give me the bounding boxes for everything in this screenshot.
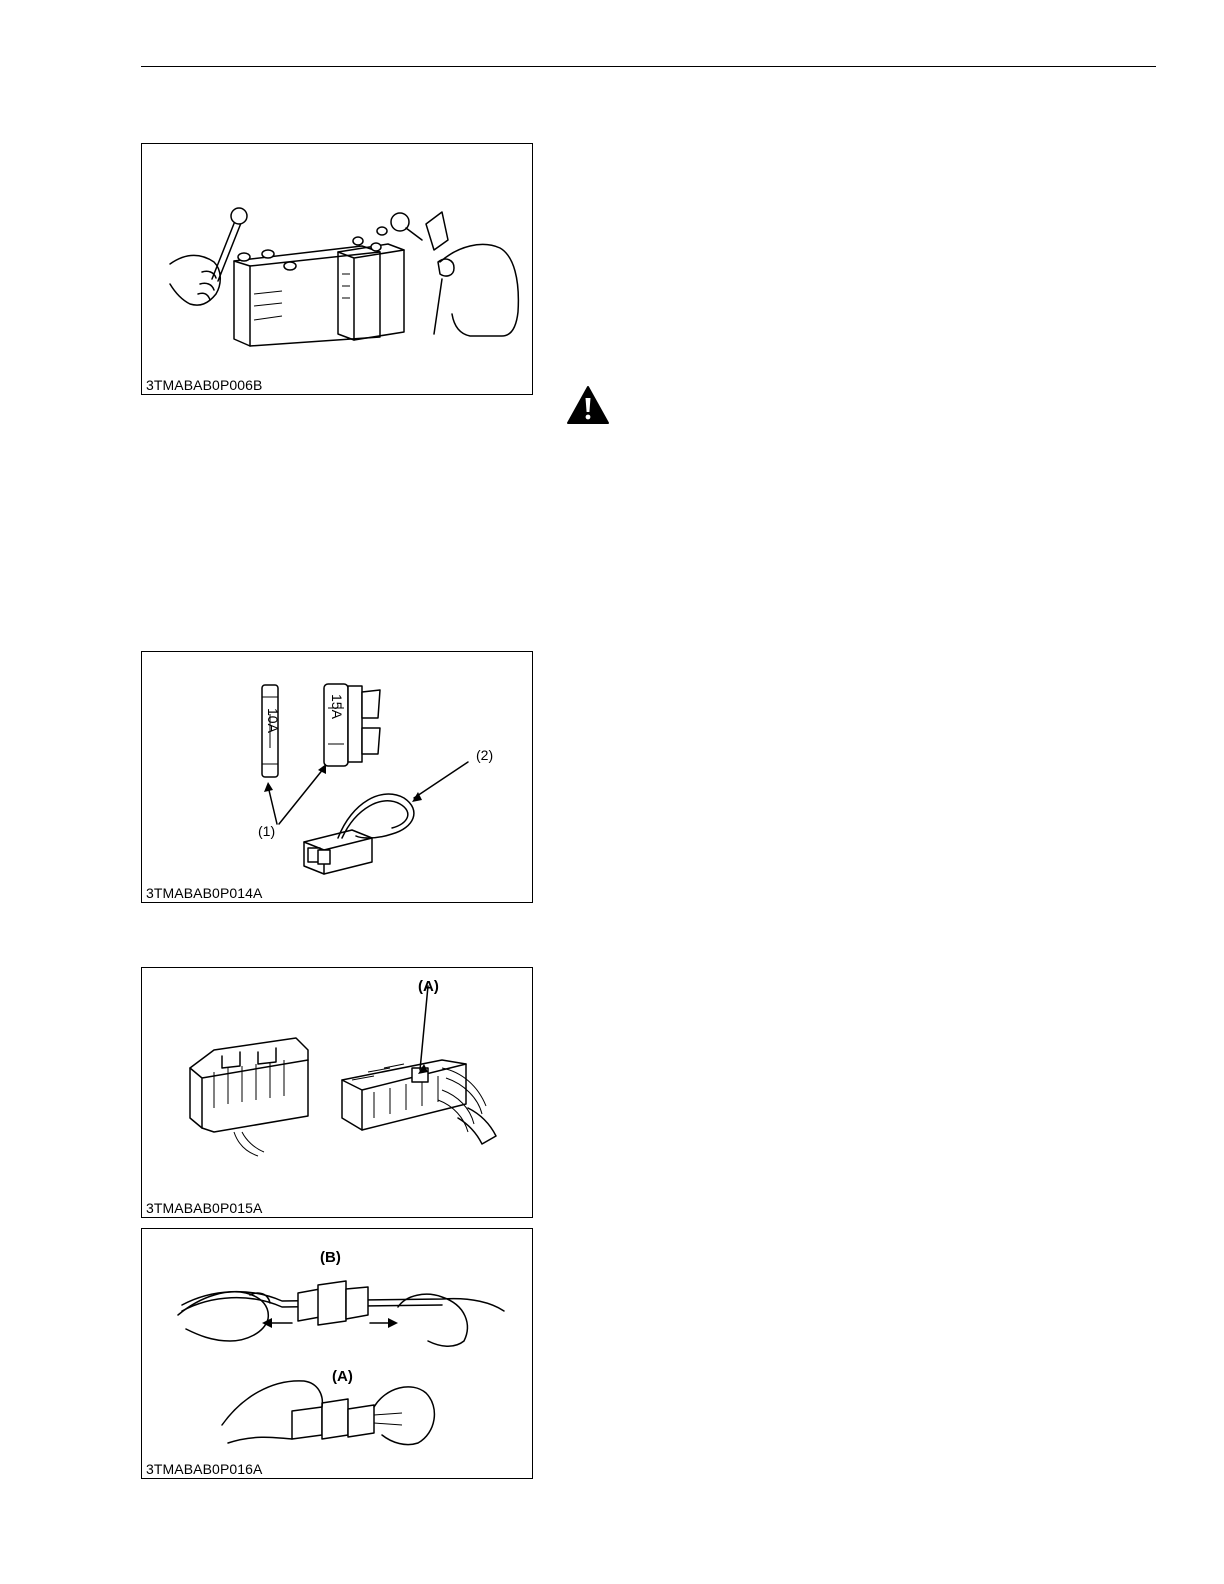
figure-connectors xyxy=(141,967,533,1218)
header-rule xyxy=(141,66,1156,67)
callout-2: (2) xyxy=(476,747,494,763)
callout-a: (A) xyxy=(332,1368,353,1385)
connector-hands-illustration xyxy=(142,1229,534,1480)
figure-caption: 3TMABAB0P016A xyxy=(146,1461,263,1477)
callout-b: (B) xyxy=(320,1249,341,1266)
callout-a: (A) xyxy=(418,978,439,995)
figure-fuses xyxy=(141,651,533,903)
figure-battery-terminals xyxy=(141,143,533,395)
callout-1: (1) xyxy=(258,823,276,839)
figure-caption: 3TMABAB0P015A xyxy=(146,1200,263,1216)
warning-triangle-icon xyxy=(566,385,610,425)
figure-connector-separate xyxy=(141,1228,533,1479)
svg-text:15A: 15A xyxy=(329,694,345,719)
battery-illustration xyxy=(142,144,534,396)
fuse-illustration xyxy=(142,652,534,904)
svg-text:10A: 10A xyxy=(265,708,281,733)
figure-caption: 3TMABAB0P014A xyxy=(146,885,263,901)
connector-illustration xyxy=(142,968,534,1219)
figure-caption: 3TMABAB0P006B xyxy=(146,377,263,393)
